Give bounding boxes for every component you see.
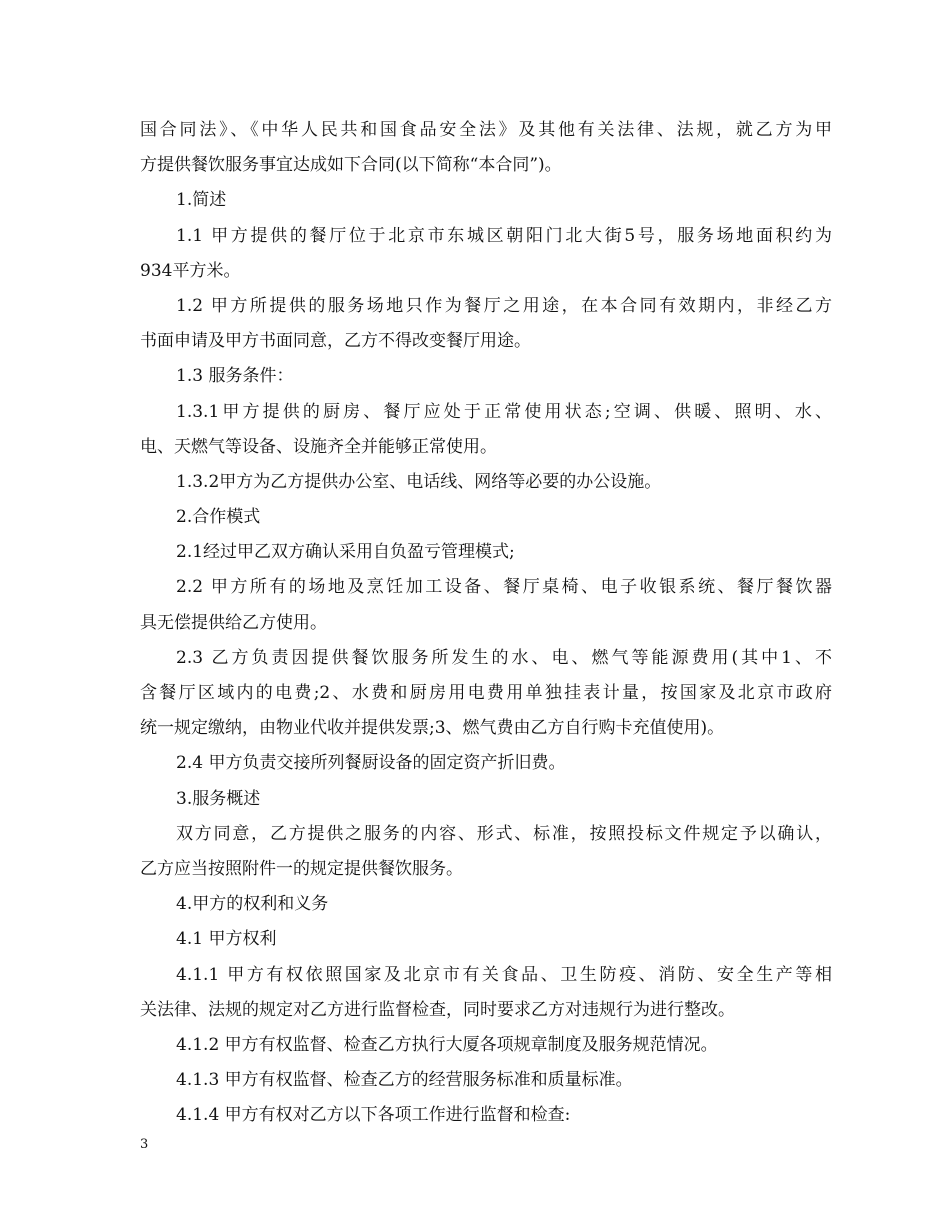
paragraph-line: 双方同意，乙方提供之服务的内容、形式、标准，按照投标文件规定予以确认， [176,823,832,844]
paragraph-line: 4.1.4 甲方有权对乙方以下各项工作进行监督和检查: [176,1105,571,1126]
document-body [140,113,832,1133]
paragraph-line: 乙方应当按照附件一的规定提供餐饮服务。 [140,858,463,879]
paragraph-line: 统一规定缴纳，由物业代收并提供发票;3、燃气费由乙方自行购卡充值使用)。 [140,718,725,739]
paragraph-line: 含餐厅区域内的电费;2、水费和厨房用电费用单独挂表计量，按国家及北京市政府 [140,683,832,703]
section-heading: 3.服务概述 [176,788,261,809]
section-heading: 1.简述 [176,190,227,211]
paragraph-line: 4.1.3 甲方有权监督、检查乙方的经营服务标准和质量标准。 [176,1070,633,1091]
paragraph-line: 电、天燃气等设备、设施齐全并能够正常使用。 [140,436,497,457]
paragraph-line: 1.3.2甲方为乙方提供办公室、电话线、网络等必要的办公设施。 [176,471,662,492]
paragraph-line: 国合同法》、《中华人民共和国食品安全法》及其他有关法律、法规，就乙方为甲 [140,120,832,140]
section-heading: 4.1 甲方权利 [176,929,277,950]
paragraph-line: 1.3.1甲方提供的厨房、餐厅应处于正常使用状态;空调、供暖、照明、水、 [176,401,832,422]
page-number: 3 [140,1137,149,1152]
paragraph-line: 方提供餐饮服务事宜达成如下合同(以下简称“本合同”)。 [140,155,562,176]
paragraph-line: 关法律、法规的规定对乙方进行监督检查，同时要求乙方对违规行为进行整改。 [140,999,735,1020]
paragraph-line: 4.1.1 甲方有权依照国家及北京市有关食品、卫生防疫、消防、安全生产等相 [176,964,832,985]
paragraph-line: 1.3 服务条件： [176,366,294,387]
paragraph-line: 4.1.2 甲方有权监督、检查乙方执行大厦各项规章制度及服务规范情况。 [176,1034,718,1055]
paragraph-line: 2.3 乙方负责因提供餐饮服务所发生的水、电、燃气等能源费用(其中1、不 [176,647,832,668]
section-heading: 4.甲方的权利和义务 [176,894,329,915]
section-heading: 2.合作模式 [176,507,261,528]
paragraph-line: 2.2 甲方所有的场地及烹饪加工设备、餐厅桌椅、电子收银系统、餐厅餐饮器 [176,577,832,598]
paragraph-line: 2.4 甲方负责交接所列餐厨设备的固定资产折旧费。 [176,753,566,774]
paragraph-line: 书面申请及甲方书面同意，乙方不得改变餐厅用途。 [140,331,531,352]
paragraph-line: 具无偿提供给乙方使用。 [140,612,327,633]
paragraph-line: 2.1经过甲乙双方确认采用自负盈亏管理模式; [176,542,515,563]
paragraph-line: 934平方米。 [140,260,241,281]
paragraph-line: 1.2 甲方所提供的服务场地只作为餐厅之用途，在本合同有效期内，非经乙方 [176,295,832,316]
paragraph-line: 1.1 甲方提供的餐厅位于北京市东城区朝阳门北大街5号，服务场地面积约为 [176,225,832,246]
